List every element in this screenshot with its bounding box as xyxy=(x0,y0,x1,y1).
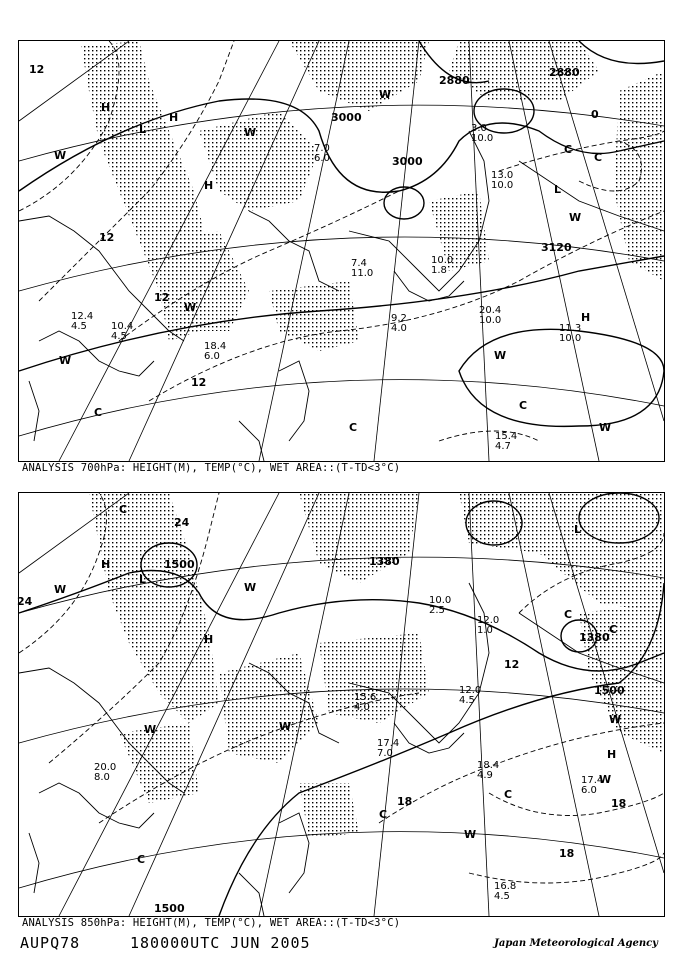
warm-label: W xyxy=(609,713,622,726)
station-plot xyxy=(429,595,451,616)
svg-text:15.4: 15.4 xyxy=(495,431,518,442)
svg-text:8.0: 8.0 xyxy=(94,772,110,783)
weather-map-700hpa xyxy=(19,41,664,461)
svg-text:13.0: 13.0 xyxy=(491,170,514,181)
warm-label: W xyxy=(569,211,582,224)
cold-label: C xyxy=(564,143,573,156)
svg-text:11.3: 11.3 xyxy=(559,323,582,334)
warm-label: W xyxy=(244,126,257,139)
chart-code: AUPQ78 xyxy=(20,934,81,952)
warm-label: W xyxy=(599,421,612,434)
cold-label: C xyxy=(594,151,603,164)
analysis-datetime: 180000UTC JUN 2005 xyxy=(130,934,311,952)
svg-text:6.0: 6.0 xyxy=(204,351,220,362)
weather-map-850hpa xyxy=(19,493,664,916)
warm-label: W xyxy=(184,301,197,314)
contour-label: 18 xyxy=(559,847,575,860)
svg-text:7.4: 7.4 xyxy=(351,258,367,269)
wet-area-shading xyxy=(89,493,664,838)
svg-text:18.4: 18.4 xyxy=(204,341,227,352)
low-label: L xyxy=(574,523,582,536)
cold-label: C xyxy=(504,788,513,801)
panel-850-caption: ANALYSIS 850hPa: HEIGHT(M), TEMP(°C), WET AREA::(T-TD<3°C) xyxy=(22,917,401,929)
warm-label: W xyxy=(464,828,477,841)
low-label: L xyxy=(554,183,562,196)
cold-label: C xyxy=(519,399,528,412)
svg-text:18.4: 18.4 xyxy=(477,760,500,771)
svg-text:4.5: 4.5 xyxy=(494,891,510,902)
svg-text:4.0: 4.0 xyxy=(391,323,407,334)
svg-text:10.0: 10.0 xyxy=(559,333,582,344)
station-plot xyxy=(71,311,93,332)
map-panel-850hpa xyxy=(18,492,665,917)
svg-text:4.5: 4.5 xyxy=(71,321,87,332)
warm-label: W xyxy=(59,354,72,367)
warm-label: W xyxy=(54,583,67,596)
high-label: H xyxy=(204,179,214,192)
low-label: L xyxy=(139,123,147,136)
high-label: H xyxy=(204,633,214,646)
svg-text:17.4: 17.4 xyxy=(377,738,400,749)
station-plot xyxy=(459,685,481,706)
contour-label: 12 xyxy=(154,291,170,304)
svg-text:12.0: 12.0 xyxy=(477,615,500,626)
svg-text:10.0: 10.0 xyxy=(491,180,514,191)
high-label: H xyxy=(169,111,179,124)
station-plot xyxy=(495,431,517,452)
high-label: H xyxy=(101,558,111,571)
warm-label: W xyxy=(244,581,257,594)
cold-label: C xyxy=(119,503,128,516)
svg-text:20.0: 20.0 xyxy=(94,762,117,773)
station-plot xyxy=(477,760,499,781)
svg-text:10.4: 10.4 xyxy=(111,321,134,332)
contour-label: 3000 xyxy=(331,111,362,124)
svg-text:6.0: 6.0 xyxy=(581,785,597,796)
svg-text:4.7: 4.7 xyxy=(495,441,511,452)
warm-label: W xyxy=(279,720,292,733)
svg-text:2.5: 2.5 xyxy=(429,605,445,616)
svg-text:15.6: 15.6 xyxy=(354,692,377,703)
station-plot xyxy=(581,775,603,796)
station-plot xyxy=(491,170,513,191)
high-label: H xyxy=(101,101,111,114)
svg-text:1.8: 1.8 xyxy=(431,265,447,276)
contour-label: 3000 xyxy=(392,155,423,168)
svg-text:12.4: 12.4 xyxy=(71,311,94,322)
station-plot xyxy=(314,143,330,164)
svg-text:3.0: 3.0 xyxy=(471,123,487,134)
warm-label: W xyxy=(494,349,507,362)
cold-label: C xyxy=(349,421,358,434)
station-plot xyxy=(431,255,453,276)
contour-label: 1500 xyxy=(154,902,185,915)
cold-label: C xyxy=(137,853,146,866)
contour-label: 3120 xyxy=(541,241,572,254)
station-plot xyxy=(204,341,226,362)
contour-label: 2880 xyxy=(549,66,580,79)
svg-text:6.0: 6.0 xyxy=(314,153,330,164)
svg-text:7.0: 7.0 xyxy=(377,748,393,759)
wet-area-shading xyxy=(81,41,664,351)
contour-label: 18 xyxy=(611,797,627,810)
contour-label: 0 xyxy=(591,108,599,121)
svg-text:20.4: 20.4 xyxy=(479,305,502,316)
station-plot xyxy=(479,305,501,326)
svg-text:7.0: 7.0 xyxy=(314,143,330,154)
cold-label: C xyxy=(379,808,388,821)
svg-text:10.0: 10.0 xyxy=(429,595,452,606)
svg-text:10.0: 10.0 xyxy=(471,133,494,144)
station-plot xyxy=(494,881,516,902)
low-label: L xyxy=(139,573,147,586)
svg-text:16.8: 16.8 xyxy=(494,881,517,892)
warm-label: W xyxy=(54,149,67,162)
station-plot xyxy=(391,313,407,334)
coastlines xyxy=(19,583,664,916)
contour-label: 12 xyxy=(191,376,207,389)
svg-text:11.0: 11.0 xyxy=(351,268,374,279)
contour-label: 1380 xyxy=(579,631,610,644)
svg-text:9.2: 9.2 xyxy=(391,313,407,324)
svg-text:4.5: 4.5 xyxy=(459,695,475,706)
station-plot xyxy=(471,123,493,144)
contour-label: 1500 xyxy=(164,558,195,571)
high-label: H xyxy=(607,748,617,761)
contour-label: 24 xyxy=(174,516,190,529)
map-panel-700hpa xyxy=(18,40,665,462)
cold-label: C xyxy=(609,623,618,636)
cold-label: C xyxy=(94,406,103,419)
svg-text:17.4: 17.4 xyxy=(581,775,604,786)
station-plot xyxy=(94,762,116,783)
svg-text:10.0: 10.0 xyxy=(479,315,502,326)
panel-700-caption: ANALYSIS 700hPa: HEIGHT(M), TEMP(°C), WET AREA::(T-TD<3°C) xyxy=(22,462,401,474)
svg-text:4.9: 4.9 xyxy=(477,770,493,781)
contour-label: 1380 xyxy=(369,555,400,568)
svg-text:1.0: 1.0 xyxy=(477,625,493,636)
contour-label: 24 xyxy=(17,595,33,608)
svg-text:10.0: 10.0 xyxy=(431,255,454,266)
contour-label: 2880 xyxy=(439,74,470,87)
contour-label: 12 xyxy=(99,231,115,244)
contour-label: 1500 xyxy=(594,684,625,697)
svg-text:4.0: 4.0 xyxy=(354,702,370,713)
agency-name: Japan Meteorological Agency xyxy=(494,938,658,949)
svg-text:4.5: 4.5 xyxy=(111,331,127,342)
cold-label: C xyxy=(564,608,573,621)
high-label: H xyxy=(581,311,591,324)
warm-label: W xyxy=(144,723,157,736)
warm-label: W xyxy=(599,773,612,786)
svg-text:12.0: 12.0 xyxy=(459,685,482,696)
contour-label: 12 xyxy=(29,63,45,76)
station-plot xyxy=(351,258,373,279)
warm-label: W xyxy=(379,88,392,101)
contour-label: 12 xyxy=(504,658,520,671)
station-plot xyxy=(477,615,499,636)
contour-label: 18 xyxy=(397,795,413,808)
station-plot xyxy=(559,323,581,344)
